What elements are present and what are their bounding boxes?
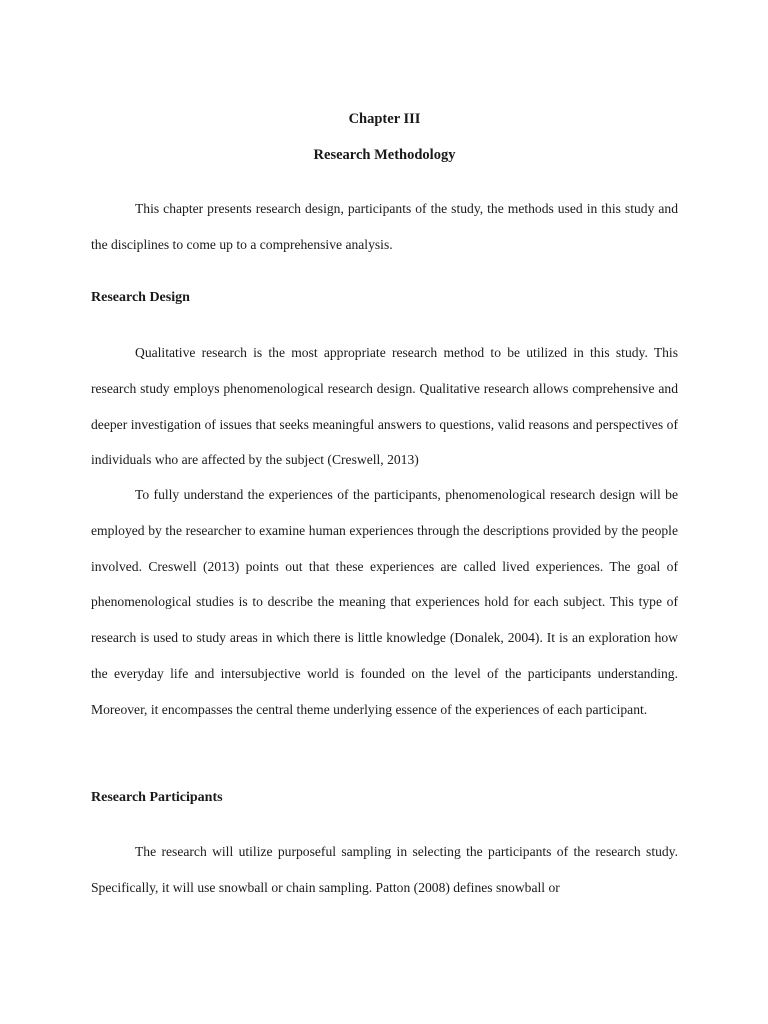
chapter-subtitle: Research Methodology xyxy=(313,147,456,163)
research-design-paragraph-1: Qualitative research is the most appropriate research method to be utilized in this study. This research study employs phenomenological research design. Qualitative research allows comprehensive and deeper investigation of issues that seeks meaningful answers to questions, valid reasons and perspectives of individuals who are affected by the subject (Creswell, 2013) xyxy=(91,345,678,468)
research-participants-paragraph-1: The research will utilize purposeful sampling in selecting the participants of the research study. Specifically, it will use snowball or chain sampling. Patton (2008) defines snowball or xyxy=(91,844,678,895)
chapter-title: Chapter III xyxy=(348,111,421,127)
research-design-paragraph-2: To fully understand the experiences of the participants, phenomenological research design will be employed by the researcher to examine human experiences through the descriptions provided by the people involved. Creswell (2013) points out that these experiences are called lived experiences. The goal of phenomenological studies is to describe the meaning that experiences hold for each subject. This type of research is used to study areas in which there is little knowledge (Donalek, 2004). It is an exploration how the everyday life and intersubjective world is founded on the level of the participants understanding. Moreover, it encompasses the central theme underlying essence of the experiences of each participant. xyxy=(91,487,678,717)
section-heading-research-design: Research Design xyxy=(91,290,190,305)
intro-paragraph: This chapter presents research design, participants of the study, the methods used in this study and the disciplines to come up to a comprehensive analysis. xyxy=(91,201,678,252)
section-heading-research-participants: Research Participants xyxy=(91,790,223,805)
